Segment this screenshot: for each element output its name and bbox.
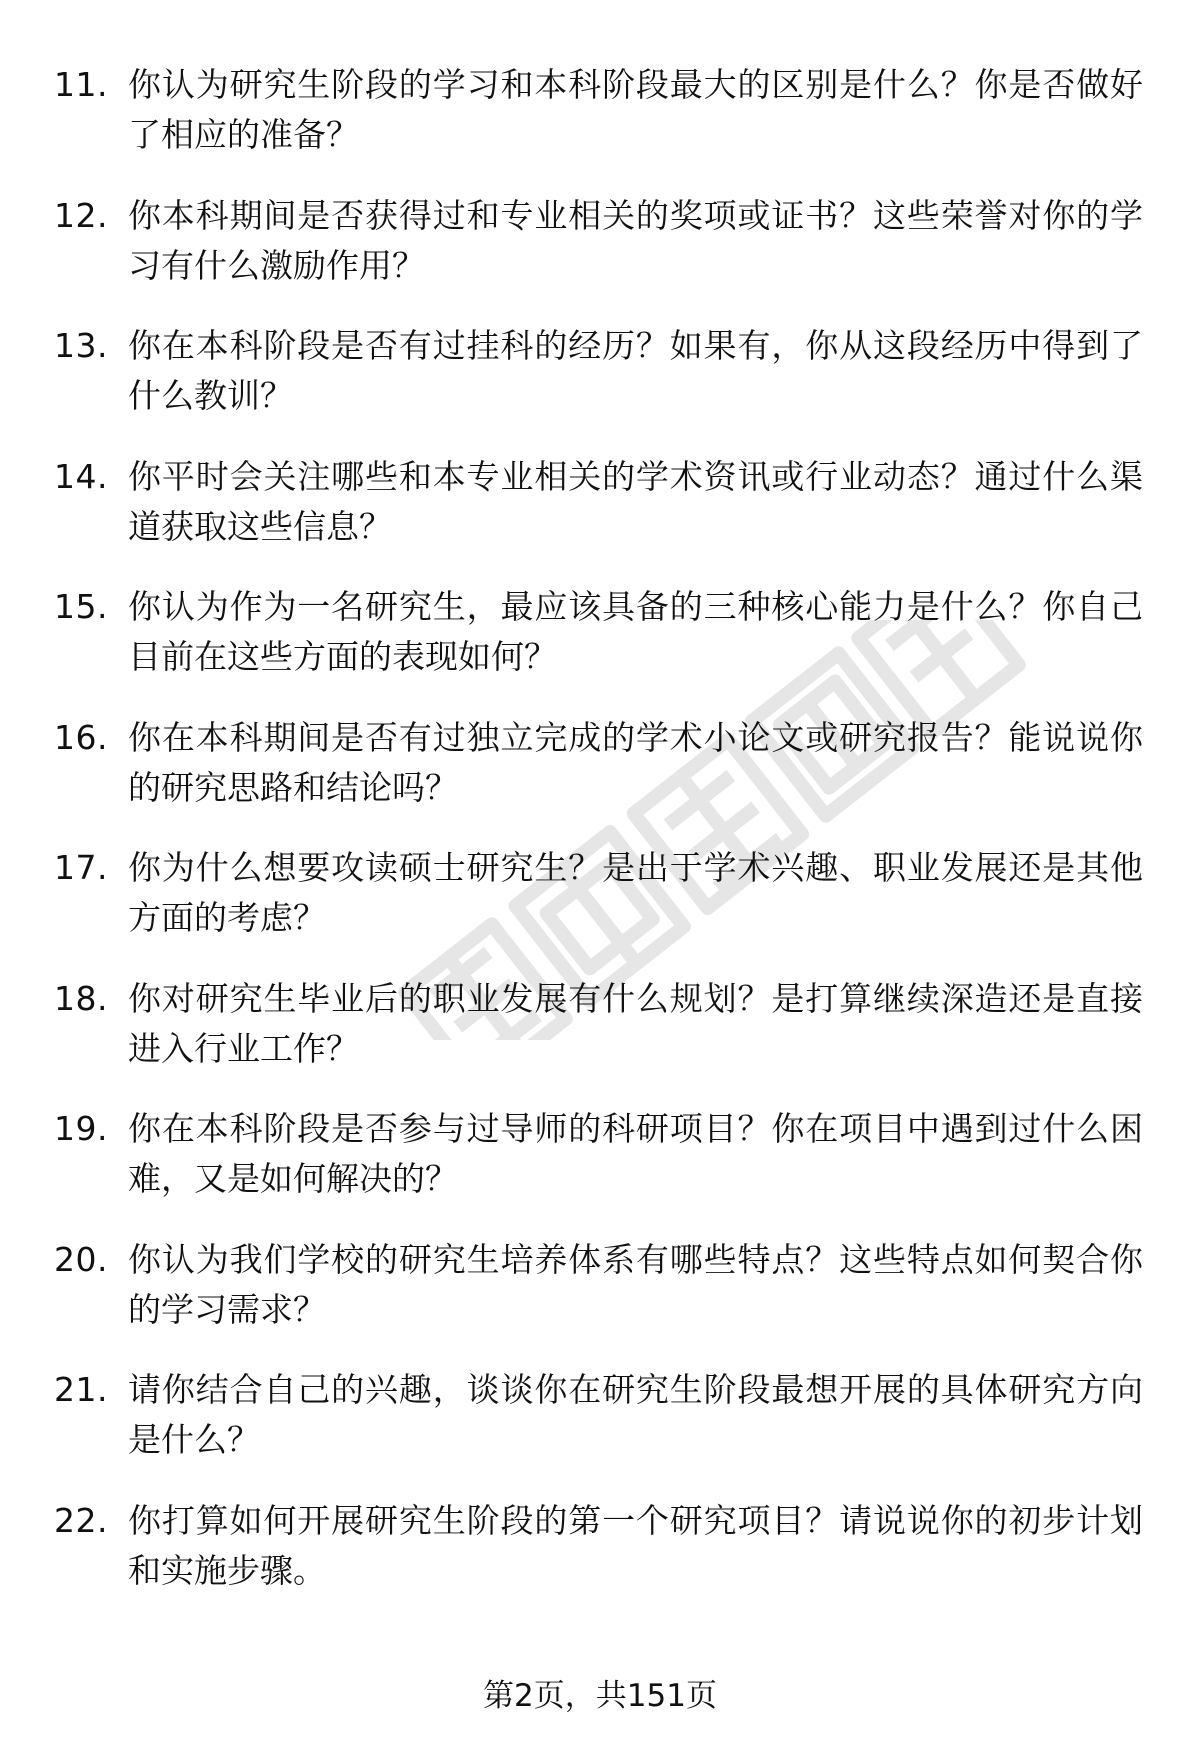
question-number: 13.	[54, 326, 108, 365]
list-item	[0, 191, 1200, 322]
list-item	[0, 1365, 1200, 1496]
page-number-footer: 第2页，共151页	[483, 1678, 717, 1714]
question-number: 20.	[54, 1239, 108, 1279]
question-number: 15.	[54, 587, 108, 626]
question-text: 请你结合自己的兴趣，谈谈你在研究生阶段最想开展的具体研究方向是什么？	[128, 1370, 1143, 1459]
question-number: 11.	[54, 65, 108, 104]
question-number: 22.	[54, 1500, 108, 1540]
list-item	[0, 1496, 1200, 1627]
list-item	[0, 1104, 1200, 1235]
list-item	[0, 582, 1200, 713]
list-item	[0, 974, 1200, 1105]
question-number: 16.	[54, 717, 108, 757]
question-text: 你在本科期间是否有过独立完成的学术小论文或研究报告？能说说你的研究思路和结论吗？	[128, 717, 1143, 807]
question-number: 18.	[54, 978, 108, 1018]
question-text: 你认为我们学校的研究生培养体系有哪些特点？这些特点如何契合你的学习需求？	[128, 1239, 1143, 1329]
question-text: 你认为研究生阶段的学习和本科阶段最大的区别是什么？你是否做好了相应的准备？	[128, 65, 1143, 154]
question-number: 14.	[54, 456, 108, 496]
question-number: 19.	[54, 1109, 108, 1148]
list-item	[0, 321, 1200, 452]
question-text: 你认为作为一名研究生，最应该具备的三种核心能力是什么？你自己目前在这些方面的表现如何？	[128, 587, 1143, 676]
question-text: 你在本科阶段是否有过挂科的经历？如果有，你从这段经历中得到了什么教训？	[128, 326, 1143, 415]
list-item	[0, 843, 1200, 974]
question-text: 你为什么想要攻读硕士研究生？是出于学术兴趣、职业发展还是其他方面的考虑？	[128, 848, 1143, 937]
question-text: 你平时会关注哪些和本专业相关的学术资讯或行业动态？通过什么渠道获取这些信息？	[128, 456, 1143, 546]
list-item	[0, 713, 1200, 844]
list-item	[0, 452, 1200, 583]
list-item	[0, 1235, 1200, 1366]
question-number: 12.	[54, 195, 108, 235]
question-text: 你对研究生毕业后的职业发展有什么规划？是打算继续深造还是直接进入行业工作？	[128, 978, 1143, 1068]
question-number: 21.	[54, 1370, 108, 1409]
question-text: 你在本科阶段是否参与过导师的科研项目？你在项目中遇到过什么困难，又是如何解决的？	[128, 1109, 1143, 1198]
question-text: 你打算如何开展研究生阶段的第一个研究项目？请说说你的初步计划和实施步骤。	[128, 1500, 1143, 1590]
list-item	[0, 60, 1200, 191]
question-number: 17.	[54, 848, 108, 887]
question-list	[0, 60, 1200, 1626]
question-text: 你本科期间是否获得过和专业相关的奖项或证书？这些荣誉对你的学习有什么激励作用？	[128, 195, 1143, 285]
